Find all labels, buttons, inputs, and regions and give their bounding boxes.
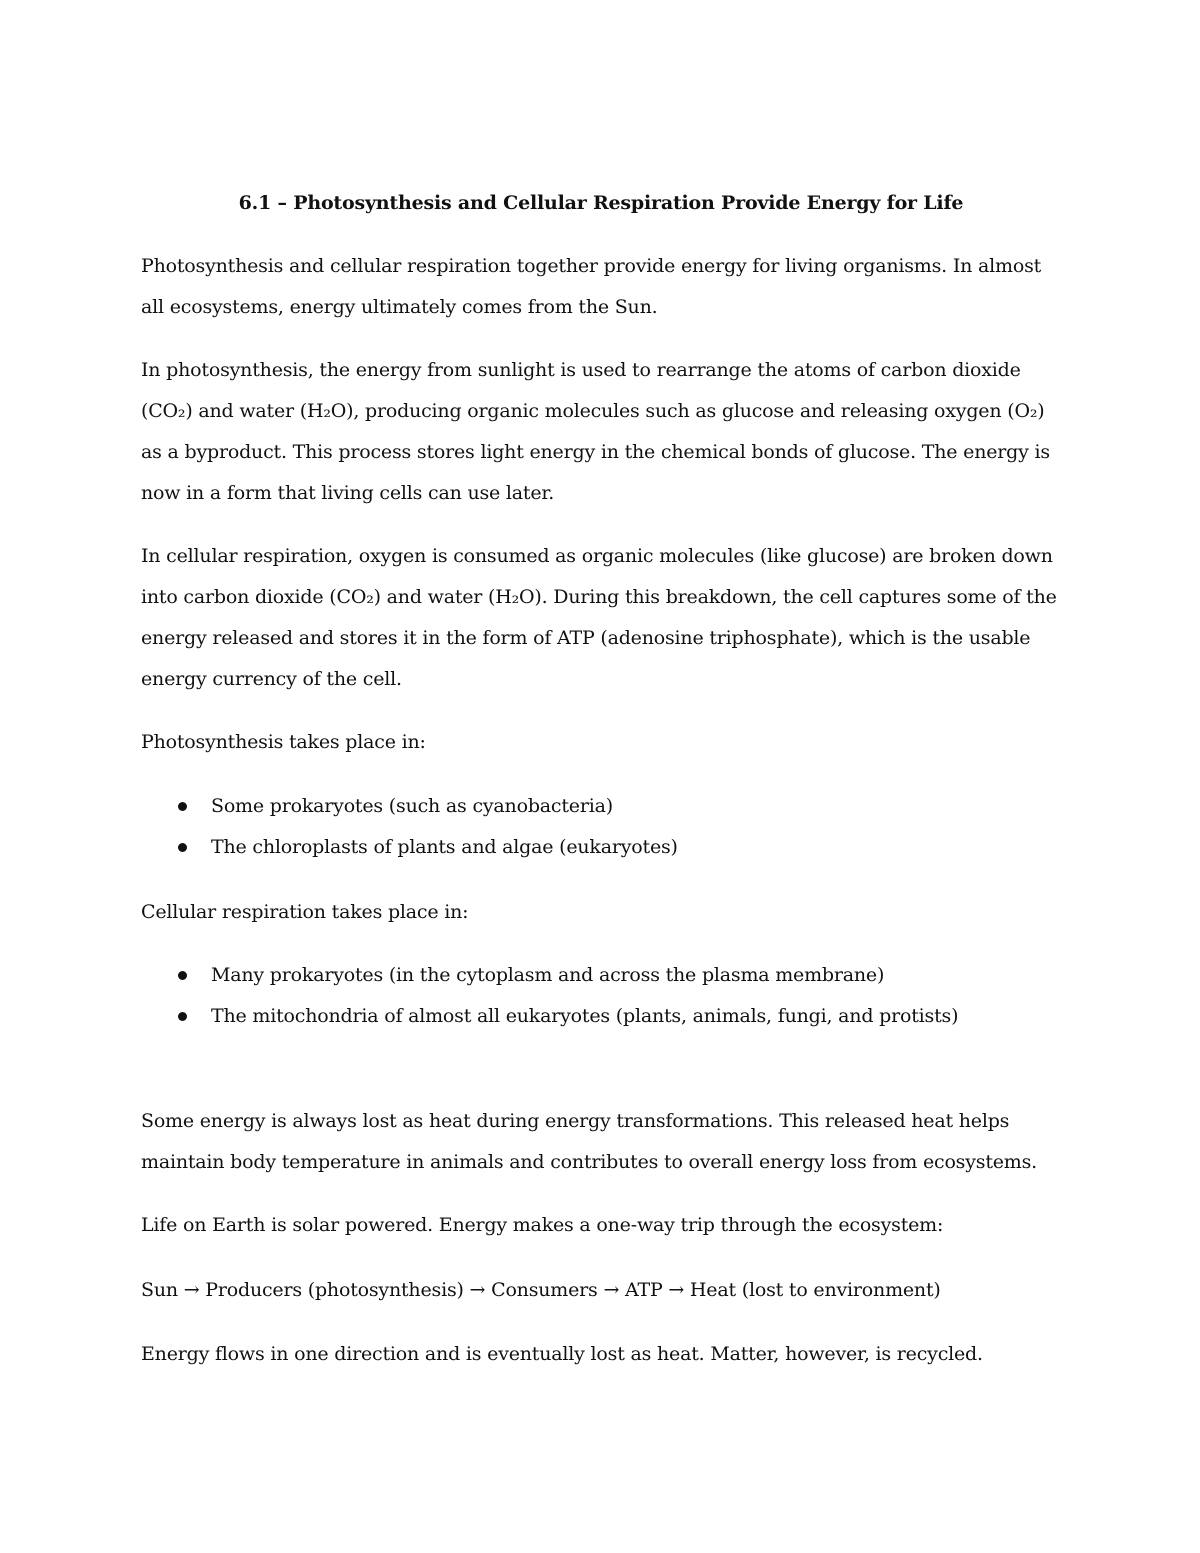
list-item [141, 827, 1021, 868]
intro-line: all ecosystems, energy ultimately comes from the Sun. [141, 296, 658, 318]
heat-paragraph [141, 1101, 1061, 1183]
conclusion-paragraph: Energy flows in one direction and is eventually lost as heat. Matter, however, is recycled. [141, 1343, 983, 1365]
heat-line: maintain body temperature in animals and contributes to overall energy loss from ecosystems. [141, 1151, 1038, 1173]
photosynthesis-line: now in a form that living cells can use later. [141, 482, 555, 504]
document-title: 6.1 – Photosynthesis and Cellular Respiration Provide Energy for Life [238, 192, 964, 214]
bullet-icon [178, 971, 187, 980]
photosynthesis-sites-list [141, 786, 1021, 868]
respiration-line: energy currency of the cell. [141, 668, 402, 690]
photosynthesis-paragraph [141, 350, 1061, 514]
intro-paragraph [141, 246, 1061, 328]
solar-paragraph: Life on Earth is solar powered. Energy makes a one-way trip through the ecosystem: [141, 1214, 944, 1236]
respiration-paragraph [141, 536, 1061, 700]
list-item [141, 955, 1021, 996]
heat-line: Some energy is always lost as heat during energy transformations. This released heat helps [141, 1110, 1010, 1132]
photosynthesis-location-heading: Photosynthesis takes place in: [141, 731, 426, 753]
energy-flow-line: Sun → Producers (photosynthesis) → Consumers → ATP → Heat (lost to environment) [141, 1279, 941, 1301]
photosynthesis-line: In photosynthesis, the energy from sunlight is used to rearrange the atoms of carbon dioxide [141, 359, 1021, 381]
list-item-text: Some prokaryotes (such as cyanobacteria) [211, 795, 613, 817]
respiration-sites-list [141, 955, 1021, 1037]
respiration-line: into carbon dioxide (CO₂) and water (H₂O). During this breakdown, the cell captures some of the [141, 586, 1057, 608]
respiration-line: In cellular respiration, oxygen is consumed as organic molecules (like glucose) are broken down [141, 545, 1053, 567]
intro-line: Photosynthesis and cellular respiration together provide energy for living organisms. In almost [141, 255, 1042, 277]
respiration-location-heading: Cellular respiration takes place in: [141, 901, 469, 923]
bullet-icon [178, 843, 187, 852]
bullet-icon [178, 1012, 187, 1021]
photosynthesis-line: as a byproduct. This process stores light energy in the chemical bonds of glucose. The energy is [141, 441, 1050, 463]
list-item [141, 786, 1021, 827]
list-item [141, 996, 1021, 1037]
respiration-line: energy released and stores it in the form of ATP (adenosine triphosphate), which is the usable [141, 627, 1031, 649]
photosynthesis-line: (CO₂) and water (H₂O), producing organic molecules such as glucose and releasing oxygen (O₂) [141, 400, 1045, 422]
list-item-text: Many prokaryotes (in the cytoplasm and across the plasma membrane) [211, 964, 885, 986]
bullet-icon [178, 802, 187, 811]
list-item-text: The mitochondria of almost all eukaryotes (plants, animals, fungi, and protists) [211, 1005, 959, 1027]
list-item-text: The chloroplasts of plants and algae (eukaryotes) [211, 836, 678, 858]
